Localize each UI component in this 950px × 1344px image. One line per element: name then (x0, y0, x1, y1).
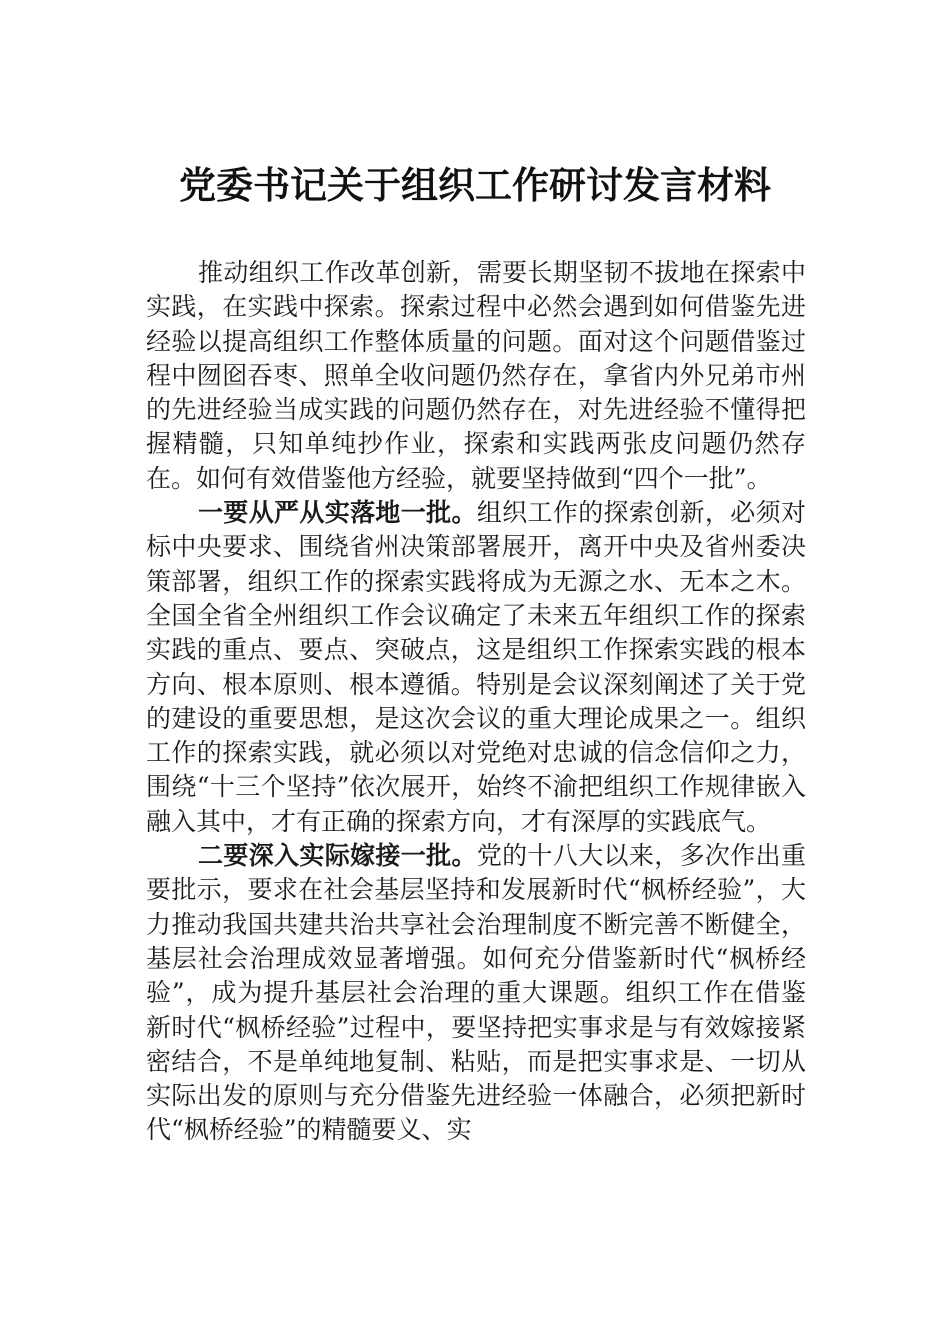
paragraph-text: 推动组织工作改革创新，需要长期坚韧不拔地在探索中实践，在实践中探索。探索过程中必然会遇到如何借鉴先进经验以提高组织工作整体质量的问题。面对这个问题借鉴过程中囫囵吞枣、照单全收问题仍然存在，拿省内外兄弟市州的先进经验当成实践的问题仍然存在，对先进经验不懂得把握精髓，只知单纯抄作业，探索和实践两张皮问题仍然存在。如何有效借鉴他方经验，就要坚持做到“四个一批”。 (146, 258, 806, 493)
paragraph-lead: 一要从严从实落地一批。 (198, 498, 477, 528)
document-title: 党委书记关于组织工作研讨发言材料 (179, 163, 771, 207)
paragraph-intro (146, 256, 806, 496)
paragraph-lead: 二要深入实际嫁接一批。 (198, 841, 477, 871)
paragraph-text: 党的十八大以来，多次作出重要批示，要求在社会基层坚持和发展新时代“枫桥经验”，大力推动我国共建共治共享社会治理制度不断完善不断健全，基层社会治理成效显著增强。如何充分借鉴新时代“枫桥经验”，成为提升基层社会治理的重大课题。组织工作在借鉴新时代“枫桥经验”过程中，要坚持把实事求是与有效嫁接紧密结合，不是单纯地复制、粘贴，而是把实事求是、一切从实际出发的原则与充分借鉴先进经验一体融合，必须把新时代“枫桥经验”的精髓要义、实 (146, 841, 806, 1145)
paragraph-point-two (146, 839, 806, 1148)
paragraph-point-one (146, 496, 806, 839)
document-body (146, 256, 806, 1148)
paragraph-text: 组织工作的探索创新，必须对标中央要求、围绕省州决策部署展开，离开中央及省州委决策部署，组织工作的探索实践将成为无源之水、无本之木。全国全省全州组织工作会议确定了未来五年组织工作的探索实践的重点、要点、突破点，这是组织工作探索实践的根本方向、根本原则、根本遵循。特别是会议深刻阐述了关于党的建设的重要思想，是这次会议的重大理论成果之一。组织工作的探索实践，就必须以对党绝对忠诚的信念信仰之力，围绕“十三个坚持”依次展开，始终不渝把组织工作规律嵌入融入其中，才有正确的探索方向，才有深厚的实践底气。 (146, 498, 806, 836)
